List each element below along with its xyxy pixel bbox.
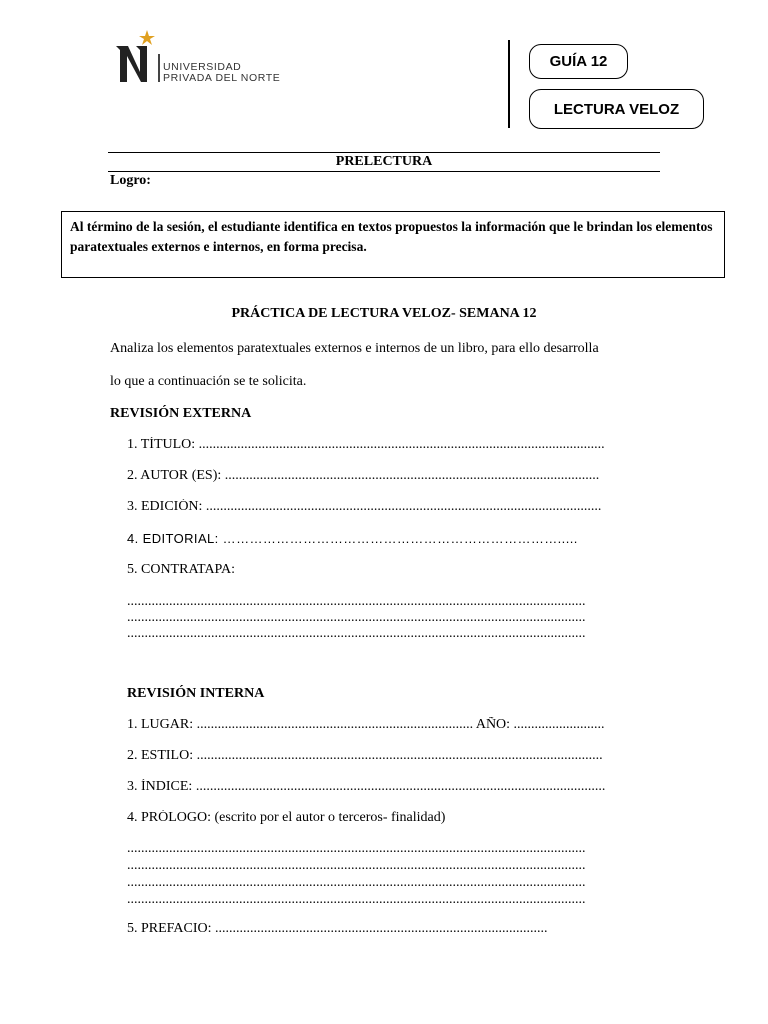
- guide-badge: GUÍA 12: [529, 44, 628, 79]
- internal-review-heading: REVISIÓN INTERNA: [127, 686, 265, 701]
- prelectura-title: PRELECTURA: [335, 154, 433, 169]
- internal-item-style[interactable]: 2. ESTILO: ....................................................................................................................: [127, 748, 603, 763]
- subject-badge: LECTURA VELOZ: [529, 89, 704, 129]
- back-cover-line-2[interactable]: ...................................................................................................................................: [127, 610, 586, 625]
- external-item-publisher[interactable]: 4. EDITORIAL: ………………………………………………………………….....: [127, 531, 578, 546]
- logo-line-2: PRIVADA DEL NORTE: [163, 72, 281, 84]
- header-divider: [508, 40, 510, 128]
- prologue-line-4[interactable]: ...................................................................................................................................: [127, 892, 586, 907]
- external-item-edition[interactable]: 3. EDICIÓN: .................................................................................................................: [127, 499, 602, 514]
- prologue-line-2[interactable]: ...................................................................................................................................: [127, 858, 586, 873]
- external-item-author[interactable]: 2. AUTOR (ES): ...........................................................................................................: [127, 468, 600, 483]
- back-cover-line-3[interactable]: ...................................................................................................................................: [127, 626, 586, 641]
- internal-item-place-year[interactable]: 1. LUGAR: ............................................................................... AÑO: ..........................: [127, 717, 605, 732]
- logo-line-1: UNIVERSIDAD: [163, 61, 242, 73]
- prologue-line-1[interactable]: ...................................................................................................................................: [127, 841, 586, 856]
- back-cover-line-1[interactable]: ...................................................................................................................................: [127, 594, 586, 609]
- external-review-heading: REVISIÓN EXTERNA: [110, 406, 252, 421]
- logo-n-mark: [116, 46, 147, 82]
- prologue-line-3[interactable]: ...................................................................................................................................: [127, 875, 586, 890]
- rule-top: [108, 152, 660, 153]
- logro-label: Logro:: [110, 173, 151, 188]
- logo-spark-icon: [139, 30, 155, 45]
- external-item-title[interactable]: 1. TÍTULO: ....................................................................................................................: [127, 437, 605, 452]
- internal-item-index[interactable]: 3. ÍNDICE: .....................................................................................................................: [127, 779, 606, 794]
- logo-text: [163, 62, 280, 84]
- practice-title: PRÁCTICA DE LECTURA VELOZ- SEMANA 12: [231, 306, 537, 321]
- internal-item-preface[interactable]: 5. PREFACIO: ...............................................................................................: [127, 921, 548, 936]
- logro-text: Al término de la sesión, el estudiante identifica en textos propuestos la información que le brindan los elementos paratextuales externos e internos, en forma precisa.: [70, 219, 713, 254]
- rule-bottom: [108, 171, 660, 172]
- instruction-line-2: lo que a continuación se te solicita.: [110, 374, 307, 389]
- internal-item-prologue: 4. PRÓLOGO: (escrito por el autor o terceros- finalidad): [127, 810, 446, 825]
- external-item-back-cover: 5. CONTRATAPA:: [127, 562, 236, 577]
- instruction-line-1: Analiza los elementos paratextuales externos e internos de un libro, para ello desarrolla: [110, 341, 599, 356]
